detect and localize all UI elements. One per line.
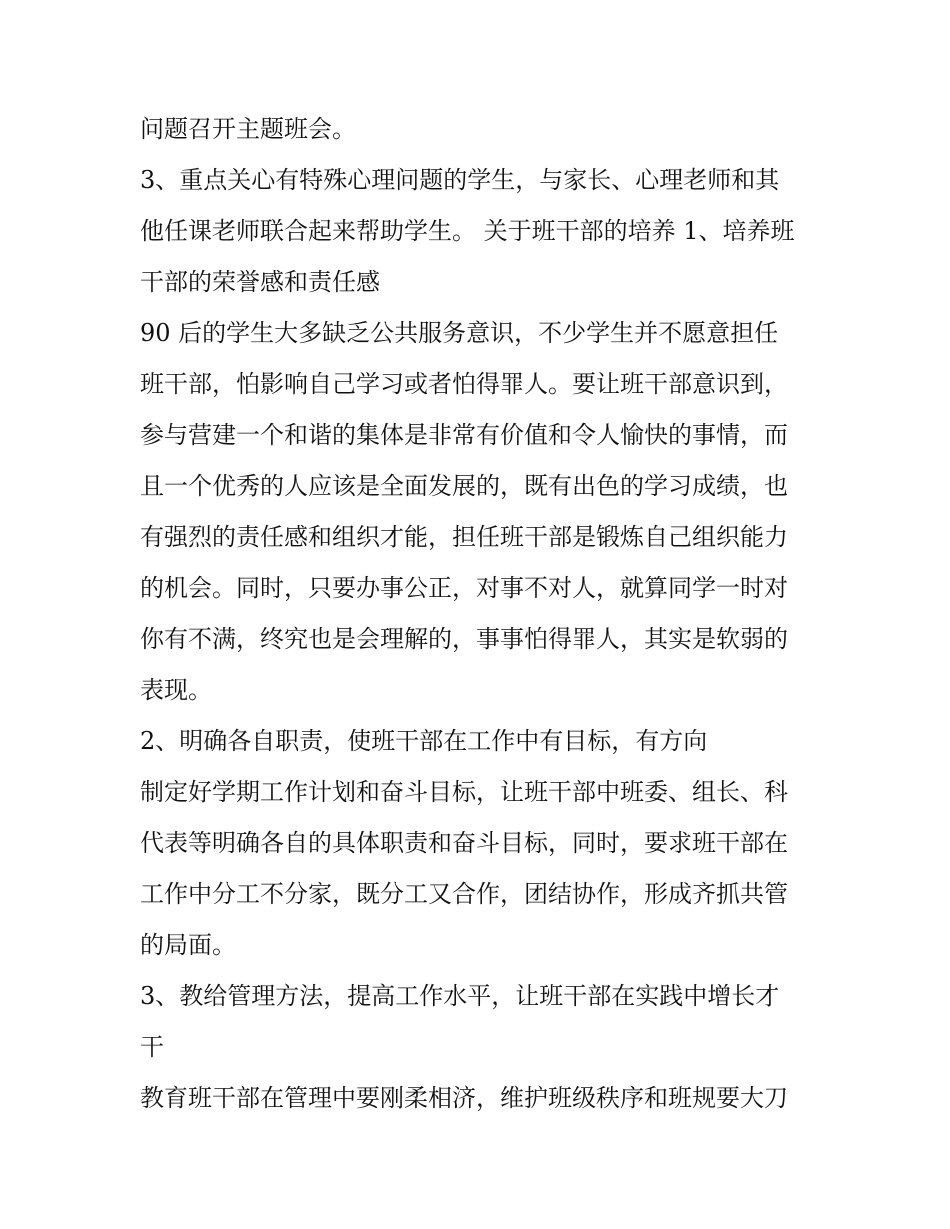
text-line: 他任课老师联合起来帮助学生。 关于班干部的培养 1、培养班: [140, 217, 795, 245]
text-line: 的机会。同时，只要办事公正，对事不对人，就算同学一时对: [140, 574, 788, 602]
text-line: 教育班干部在管理中要刚柔相济，维护班级秩序和班规要大刀: [140, 1084, 788, 1112]
text-line: 工作中分工不分家，既分工又合作，团结协作，形成齐抓共管: [140, 880, 788, 908]
text-line: 有强烈的责任感和组织才能，担任班干部是锻炼自己组织能力: [140, 523, 788, 551]
text-line: 90 后的学生大多缺乏公共服务意识，不少学生并不愿意担任: [140, 319, 779, 347]
text-line: 且一个优秀的人应该是全面发展的，既有出色的学习成绩，也: [140, 472, 788, 500]
text-line: 班干部，怕影响自己学习或者怕得罪人。要让班干部意识到，: [140, 370, 788, 398]
text-line: 你有不满，终究也是会理解的，事事怕得罪人，其实是软弱的: [140, 625, 788, 653]
text-line: 干部的荣誉感和责任感: [140, 268, 380, 296]
text-line: 的局面。: [140, 931, 236, 959]
body-text: [140, 104, 820, 1124]
text-line: 代表等明确各自的具体职责和奋斗目标，同时，要求班干部在: [140, 829, 788, 857]
text-line: 参与营建一个和谐的集体是非常有价值和令人愉快的事情，而: [140, 421, 788, 449]
text-line: 表现。: [140, 676, 212, 704]
text-line: 制定好学期工作计划和奋斗目标，让班干部中班委、组长、科: [140, 778, 788, 806]
text-line: 干: [140, 1033, 164, 1061]
text-line: 3、重点关心有特殊心理问题的学生，与家长、心理老师和其: [140, 166, 780, 194]
text-line: 问题召开主题班会。: [140, 115, 356, 143]
text-line: 3、教给管理方法，提高工作水平，让班干部在实践中增长才: [140, 982, 780, 1010]
text-line: 2、明确各自职责，使班干部在工作中有目标，有方向: [140, 727, 708, 755]
